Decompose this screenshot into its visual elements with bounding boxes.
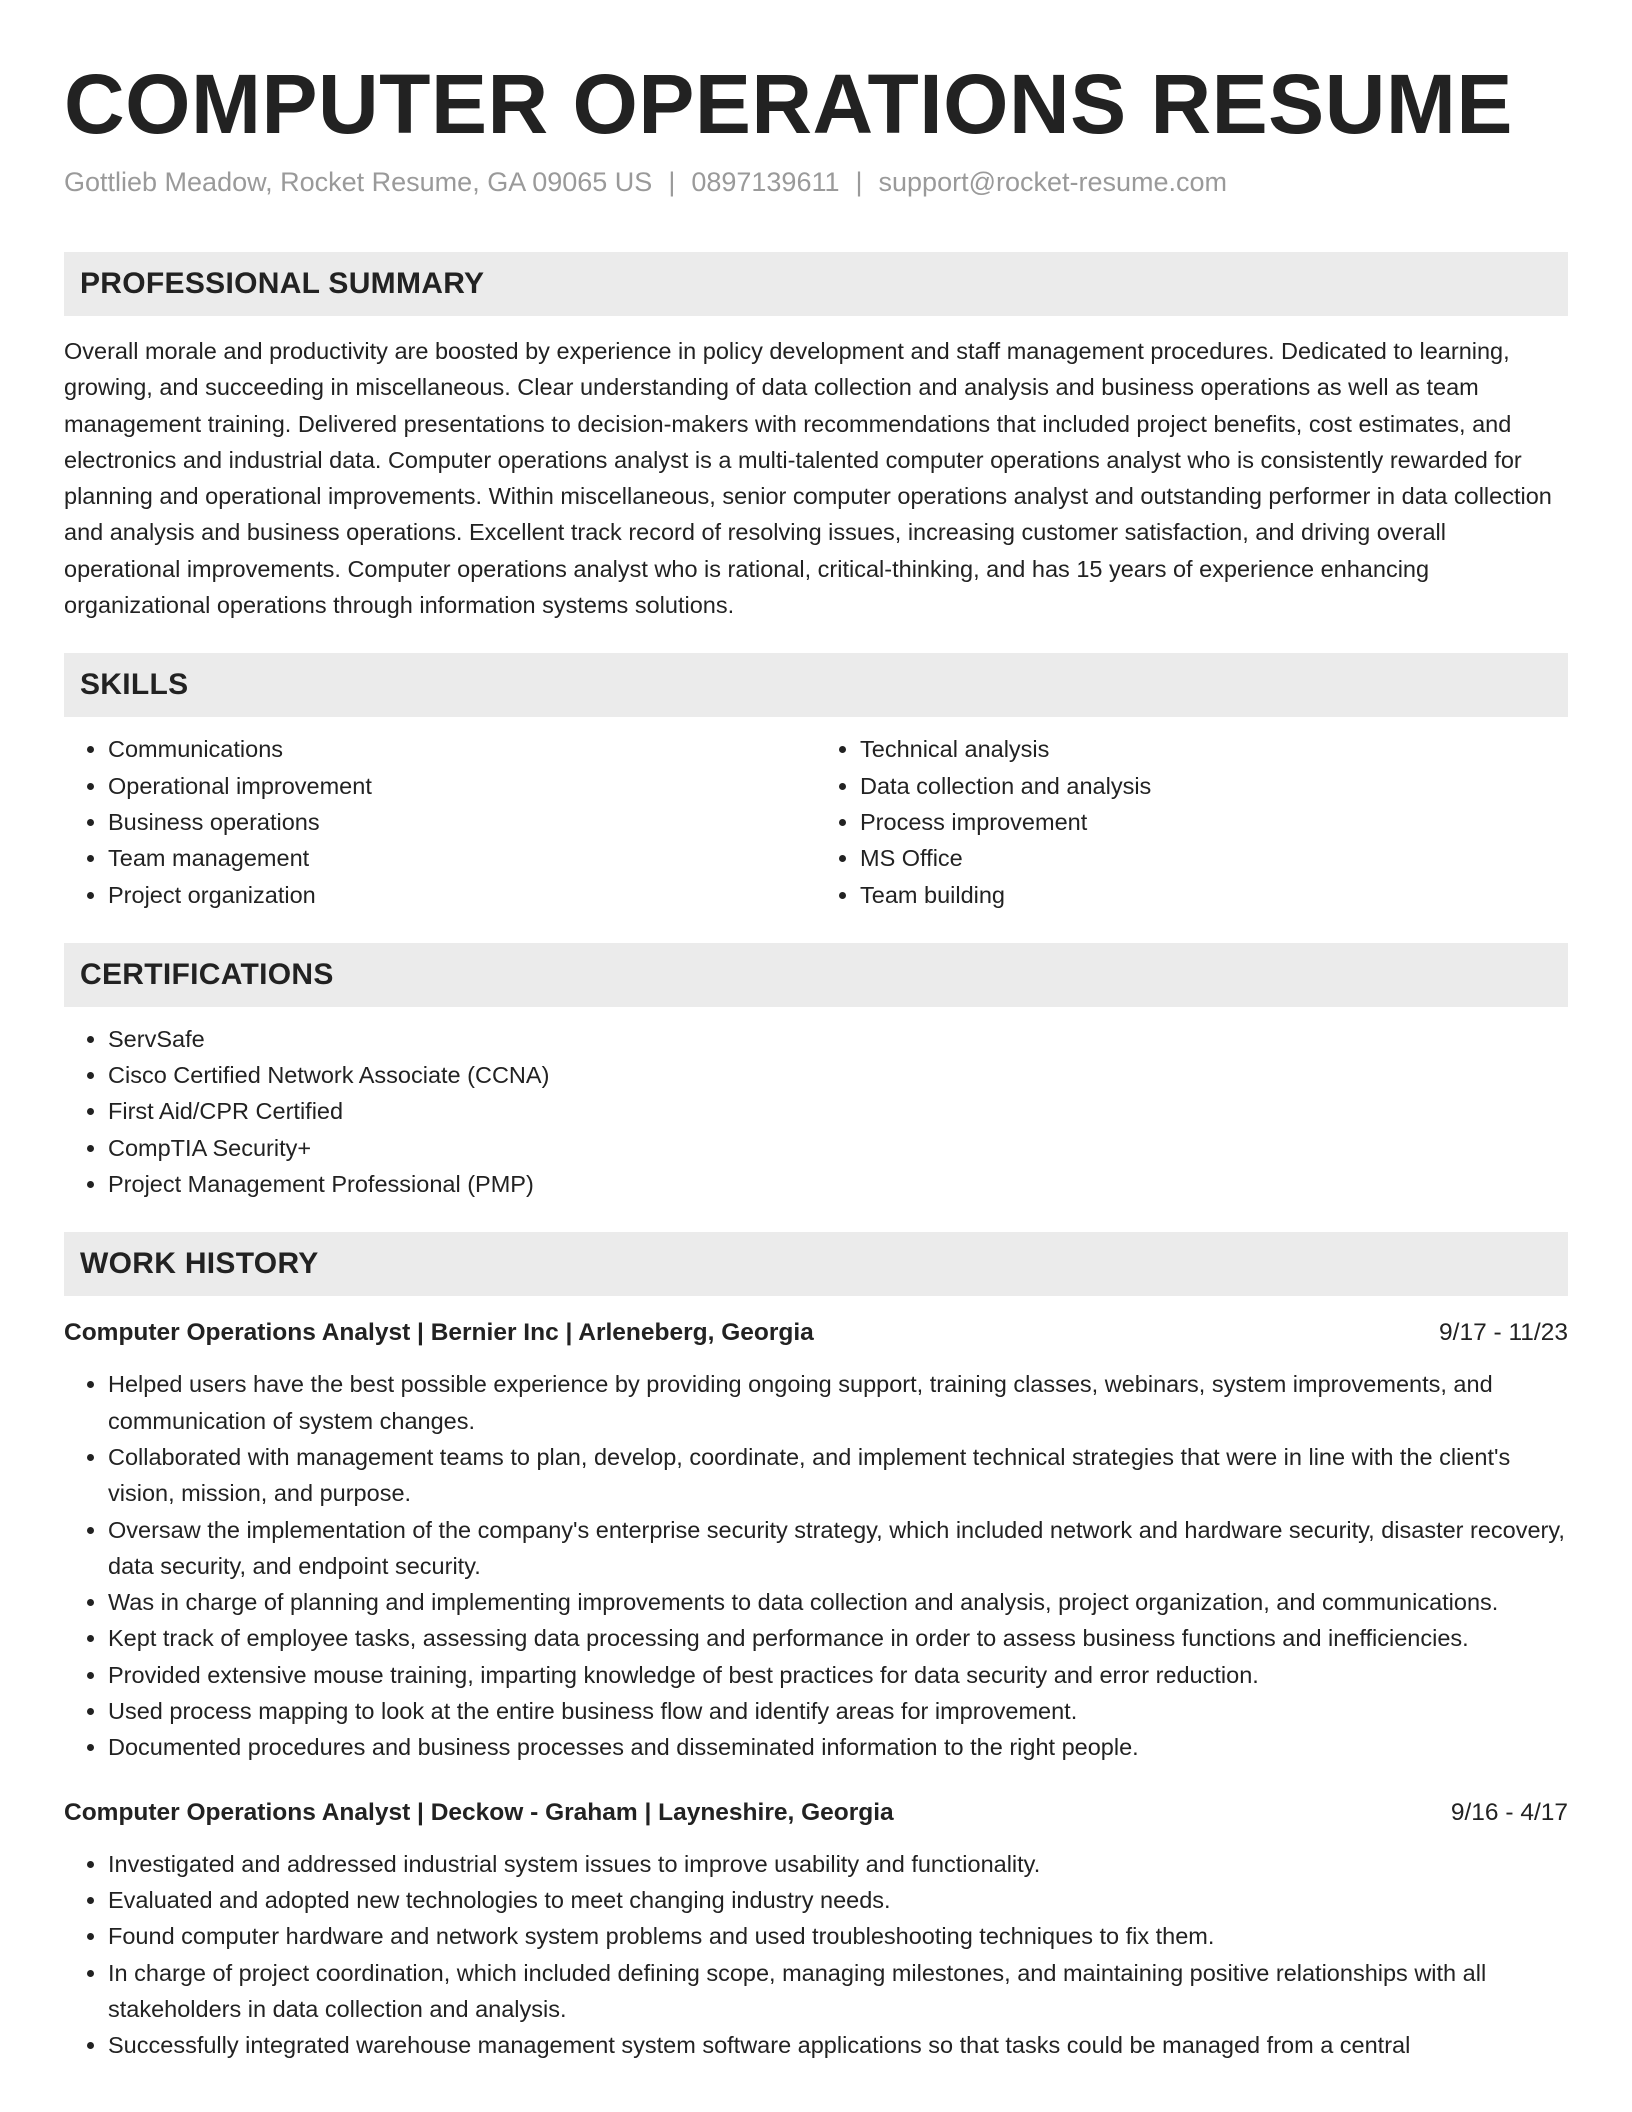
skills-grid bbox=[64, 731, 1568, 912]
job-bullet: • Successfully integrated warehouse management system software applications so that tasks could be managed from a central bbox=[108, 2027, 1568, 2063]
skill-item: • Project organization bbox=[108, 877, 816, 913]
job-bullet: • Was in charge of planning and implementing improvements to data collection and analysis, project organization, and communications. bbox=[108, 1584, 1568, 1620]
job-entry bbox=[64, 1796, 1568, 2064]
skill-item: • Business operations bbox=[108, 804, 816, 840]
resume-title: COMPUTER OPERATIONS RESUME bbox=[64, 57, 1513, 151]
skill-item: • Operational improvement bbox=[108, 768, 816, 804]
skill-item: • Communications bbox=[108, 731, 816, 767]
summary-section bbox=[64, 252, 1568, 623]
work-history-section bbox=[64, 1232, 1568, 2063]
job-entry bbox=[64, 1316, 1568, 1765]
certification-item: • Project Management Professional (PMP) bbox=[108, 1166, 1568, 1202]
skill-item: • Team building bbox=[860, 877, 1568, 913]
job-bullet: • Provided extensive mouse training, imparting knowledge of best practices for data security and error reduction. bbox=[108, 1657, 1568, 1693]
skills-section bbox=[64, 653, 1568, 912]
job-bullet: • Helped users have the best possible experience by providing ongoing support, training classes, webinars, system improvements, and communication of system changes. bbox=[108, 1366, 1568, 1439]
job-title: Computer Operations Analyst | Deckow - Graham | Layneshire, Georgia bbox=[64, 1798, 894, 1826]
job-title: Computer Operations Analyst | Bernier Inc | Arleneberg, Georgia bbox=[64, 1319, 814, 1347]
certifications-list bbox=[64, 1021, 1568, 1202]
job-bullet: • Documented procedures and business processes and disseminated information to the right people. bbox=[108, 1729, 1568, 1765]
work-history-heading: WORK HISTORY bbox=[64, 1232, 1568, 1296]
contact-line bbox=[64, 164, 1568, 200]
certification-item: • CompTIA Security+ bbox=[108, 1130, 1568, 1166]
certifications-heading: CERTIFICATIONS bbox=[64, 943, 1568, 1007]
summary-text: Overall morale and productivity are boosted by experience in policy development and staff management procedures. Dedicated to learning, growing, and succeeding in miscellaneous. Clear understanding of data collection and analysis and business operations as well as team management training. Delivered presentations to decision-makers with recommendations that included project benefits, cost estimates, and electronics and industrial data. Computer operations analyst is a multi-talented computer operations analyst who is consistently rewarded for planning and operational improvements. Within miscellaneous, senior computer operations analyst and outstanding performer in data collection and analysis and business operations. Excellent track record of resolving issues, increasing customer satisfaction, and driving overall operational improvements. Computer operations analyst who is rational, critical-thinking, and has 15 years of experience enhancing organizational operations through information systems solutions. bbox=[64, 338, 1552, 619]
skill-item: • MS Office bbox=[860, 840, 1568, 876]
contact-email: support@rocket-resume.com bbox=[878, 167, 1228, 197]
skills-list-left bbox=[64, 731, 816, 912]
skill-item: • Team management bbox=[108, 840, 816, 876]
job-dates: 9/17 - 11/23 bbox=[1439, 1319, 1568, 1347]
job-bullet: • Investigated and addressed industrial system issues to improve usability and functionality. bbox=[108, 1846, 1568, 1882]
certification-item: • First Aid/CPR Certified bbox=[108, 1093, 1568, 1129]
job-bullet: • Used process mapping to look at the entire business flow and identify areas for improvement. bbox=[108, 1693, 1568, 1729]
job-bullets bbox=[64, 1846, 1568, 2064]
contact-separator: | bbox=[668, 167, 676, 197]
skill-item: • Data collection and analysis bbox=[860, 768, 1568, 804]
contact-address: Gottlieb Meadow, Rocket Resume, GA 09065 US bbox=[64, 167, 653, 197]
job-bullet: • Oversaw the implementation of the company's enterprise security strategy, which included network and hardware security, disaster recovery, data security, and endpoint security. bbox=[108, 1512, 1568, 1585]
job-header bbox=[64, 1796, 1568, 1830]
job-bullets bbox=[64, 1366, 1568, 1765]
contact-phone: 0897139611 bbox=[691, 167, 840, 197]
certification-item: • Cisco Certified Network Associate (CCNA) bbox=[108, 1057, 1568, 1093]
job-bullet: • Evaluated and adopted new technologies to meet changing industry needs. bbox=[108, 1882, 1568, 1918]
contact-separator: | bbox=[855, 167, 863, 197]
job-bullet: • In charge of project coordination, which included defining scope, managing milestones, and maintaining positive relationships with all stakeholders in data collection and analysis. bbox=[108, 1955, 1568, 2028]
skill-item: • Technical analysis bbox=[860, 731, 1568, 767]
certification-item: • ServSafe bbox=[108, 1021, 1568, 1057]
summary-heading: PROFESSIONAL SUMMARY bbox=[64, 252, 1568, 316]
skill-item: • Process improvement bbox=[860, 804, 1568, 840]
job-bullet: • Collaborated with management teams to plan, develop, coordinate, and implement technical strategies that were in line with the client's vision, mission, and purpose. bbox=[108, 1439, 1568, 1512]
job-bullet: • Found computer hardware and network system problems and used troubleshooting techniques to fix them. bbox=[108, 1918, 1568, 1954]
skills-list-right bbox=[816, 731, 1568, 912]
job-bullet: • Kept track of employee tasks, assessing data processing and performance in order to assess business functions and inefficiencies. bbox=[108, 1620, 1568, 1656]
skills-heading: SKILLS bbox=[64, 653, 1568, 717]
certifications-section bbox=[64, 943, 1568, 1202]
job-header bbox=[64, 1316, 1568, 1350]
job-dates: 9/16 - 4/17 bbox=[1450, 1798, 1568, 1826]
